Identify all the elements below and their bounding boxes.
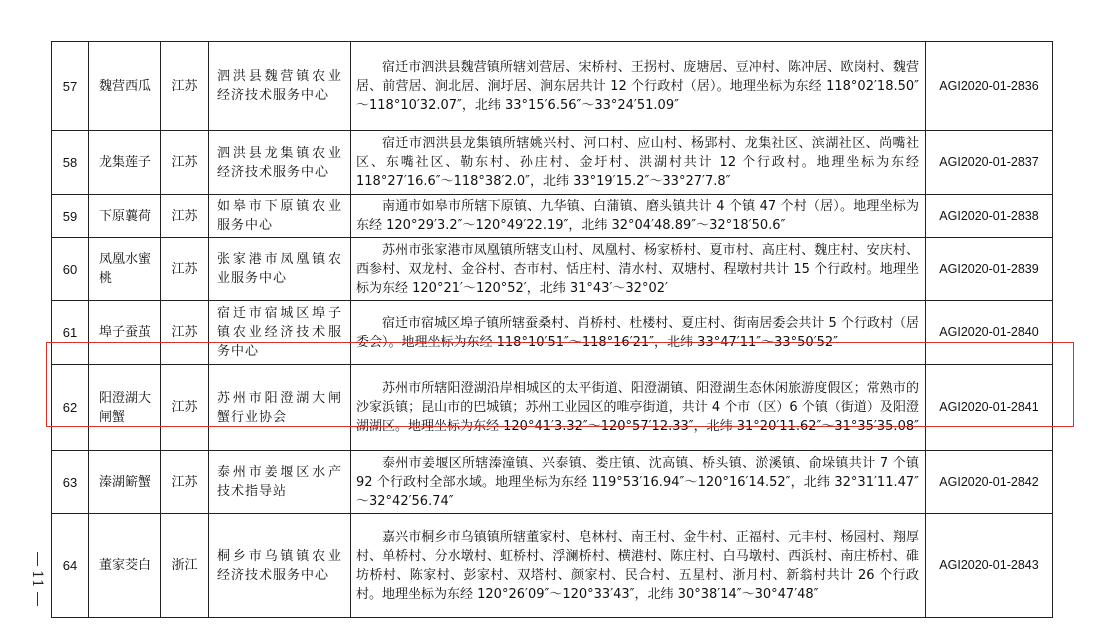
registration-code: AGI2020-01-2837 [926,131,1053,195]
registration-code: AGI2020-01-2838 [926,195,1053,238]
province: 江苏 [161,301,209,365]
applicant-unit: 桐乡市乌镇镇农业经济技术服务中心 [209,514,351,618]
applicant-unit: 张家港市凤凰镇农业服务中心 [209,238,351,301]
registration-code: AGI2020-01-2836 [926,42,1053,131]
table-row [52,195,1053,238]
protection-scope: 泰州市姜堰区所辖溱潼镇、兴泰镇、娄庄镇、沈高镇、桥头镇、淤溪镇、俞垛镇共计 7 个镇 92 个行政村全部水域。地理坐标为东经 119°53′16.94″～120°16′14.52″，北纬 32°31′11.47″～32°42′56.74″ [356,455,919,509]
protection-scope: 宿迁市泗洪县龙集镇所辖姚兴村、河口村、应山村、杨郢村、龙集社区、滨湖社区、尚嘴社区、东嘴社区、勒东村、孙庄村、金圩村、洪湖村共计 12 个行政村。地理坐标为东经 118°27′16.6″～118°38′2.0″，北纬 33°19′15.2″～33°27′7.8″ [356,136,919,189]
product-name: 阳澄湖大闸蟹 [89,365,161,451]
row-number: 61 [52,301,89,365]
province: 江苏 [161,451,209,514]
product-name: 龙集莲子 [89,131,161,195]
applicant-unit: 苏州市阳澄湖大闸蟹行业协会 [209,365,351,451]
protection-scope: 嘉兴市桐乡市乌镇镇所辖董家村、皂林村、南王村、金牛村、正福村、元丰村、杨园村、翔厚村、单桥村、分水墩村、虹桥村、浮澜桥村、横港村、陈庄村、白马墩村、西浜村、南庄桥村、碓坊桥村、陈家村、彭家村、双塔村、颜家村、民合村、五星村、浙月村、新翁村共计 26 个行政村。地理坐标为东经 120°26′09″～120°33′43″，北纬 30°38′14″～30°47′48″ [356,529,919,602]
row-number: 62 [52,365,89,451]
province: 江苏 [161,365,209,451]
product-name: 埠子蚕茧 [89,301,161,365]
registration-code: AGI2020-01-2840 [926,301,1053,365]
registration-code: AGI2020-01-2841 [926,365,1053,451]
page-dash-top [37,552,38,566]
applicant-unit: 宿迁市宿城区埠子镇农业经济技术服务中心 [209,301,351,365]
table-row [52,365,1053,451]
row-number: 64 [52,514,89,618]
protection-scope: 苏州市张家港市凤凰镇所辖支山村、凤凰村、杨家桥村、夏市村、高庄村、魏庄村、安庆村、西参村、双龙村、金谷村、杏市村、恬庄村、清水村、双塘村、程墩村共计 15 个行政村。地理坐标为东经 120°21′～120°52′，北纬 31°43′～32°02′ [356,242,919,296]
registration-code: AGI2020-01-2842 [926,451,1053,514]
table-row [52,514,1053,618]
table-row [52,42,1053,131]
product-name: 董家茭白 [89,514,161,618]
protection-scope: 宿迁市泗洪县魏营镇所辖刘营居、宋桥村、王拐村、庞塘居、豆冲村、陈冲居、欧岗村、魏营居、前营居、涧北居、涧圩居、涧东居共计 12 个行政村（居）。地理坐标为东经 118°02′18.50″～118°10′32.07″，北纬 33°15′6.56″～33°24′51.09″ [356,59,919,113]
page-dash-bottom [37,592,38,606]
applicant-unit: 泗洪县魏营镇农业经济技术服务中心 [209,42,351,131]
table-row [52,451,1053,514]
province: 浙江 [161,514,209,618]
row-number: 60 [52,238,89,301]
page-number [27,552,47,606]
product-name: 下原蘘荷 [89,195,161,238]
product-table [51,41,1053,618]
province: 江苏 [161,42,209,131]
protection-scope: 南通市如皋市所辖下原镇、九华镇、白蒲镇、磨头镇共计 4 个镇 47 个村（居）。地理坐标为东经 120°29′3.2″～120°49′22.19″，北纬 32°04′48.89″～32°18′50.6″ [356,199,919,233]
protection-scope: 苏州市所辖阳澄湖沿岸相城区的太平街道、阳澄湖镇、阳澄湖生态休闲旅游度假区；常熟市的沙家浜镇；昆山市的巴城镇；苏州工业园区的唯亭街道，共计 4 个市（区）6 个镇（街道）及阳澄湖湖区。地理坐标为东经 120°41′3.32″～120°57′12.33″，北纬 31°20′11.62″～31°35′35.08″ [356,381,919,434]
product-name: 凤凰水蜜桃 [89,238,161,301]
applicant-unit: 如皋市下原镇农业服务中心 [209,195,351,238]
registration-code: AGI2020-01-2843 [926,514,1053,618]
row-number: 59 [52,195,89,238]
row-number: 57 [52,42,89,131]
row-number: 63 [52,451,89,514]
province: 江苏 [161,238,209,301]
applicant-unit: 泗洪县龙集镇农业经济技术服务中心 [209,131,351,195]
province: 江苏 [161,195,209,238]
table-row [52,238,1053,301]
product-name: 溱湖簖蟹 [89,451,161,514]
table-row [52,131,1053,195]
applicant-unit: 泰州市姜堰区水产技术指导站 [209,451,351,514]
province: 江苏 [161,131,209,195]
product-name: 魏营西瓜 [89,42,161,131]
page-number-text: 11 [29,570,45,588]
protection-scope: 宿迁市宿城区埠子镇所辖蚕桑村、肖桥村、杜楼村、夏庄村、街南居委会共计 5 个行政村（居委会）。地理坐标为东经 118°10′51″～118°16′21″，北纬 33°47′11″～33°50′52″ [356,315,919,350]
row-number: 58 [52,131,89,195]
registration-code: AGI2020-01-2839 [926,238,1053,301]
table-row [52,301,1053,365]
